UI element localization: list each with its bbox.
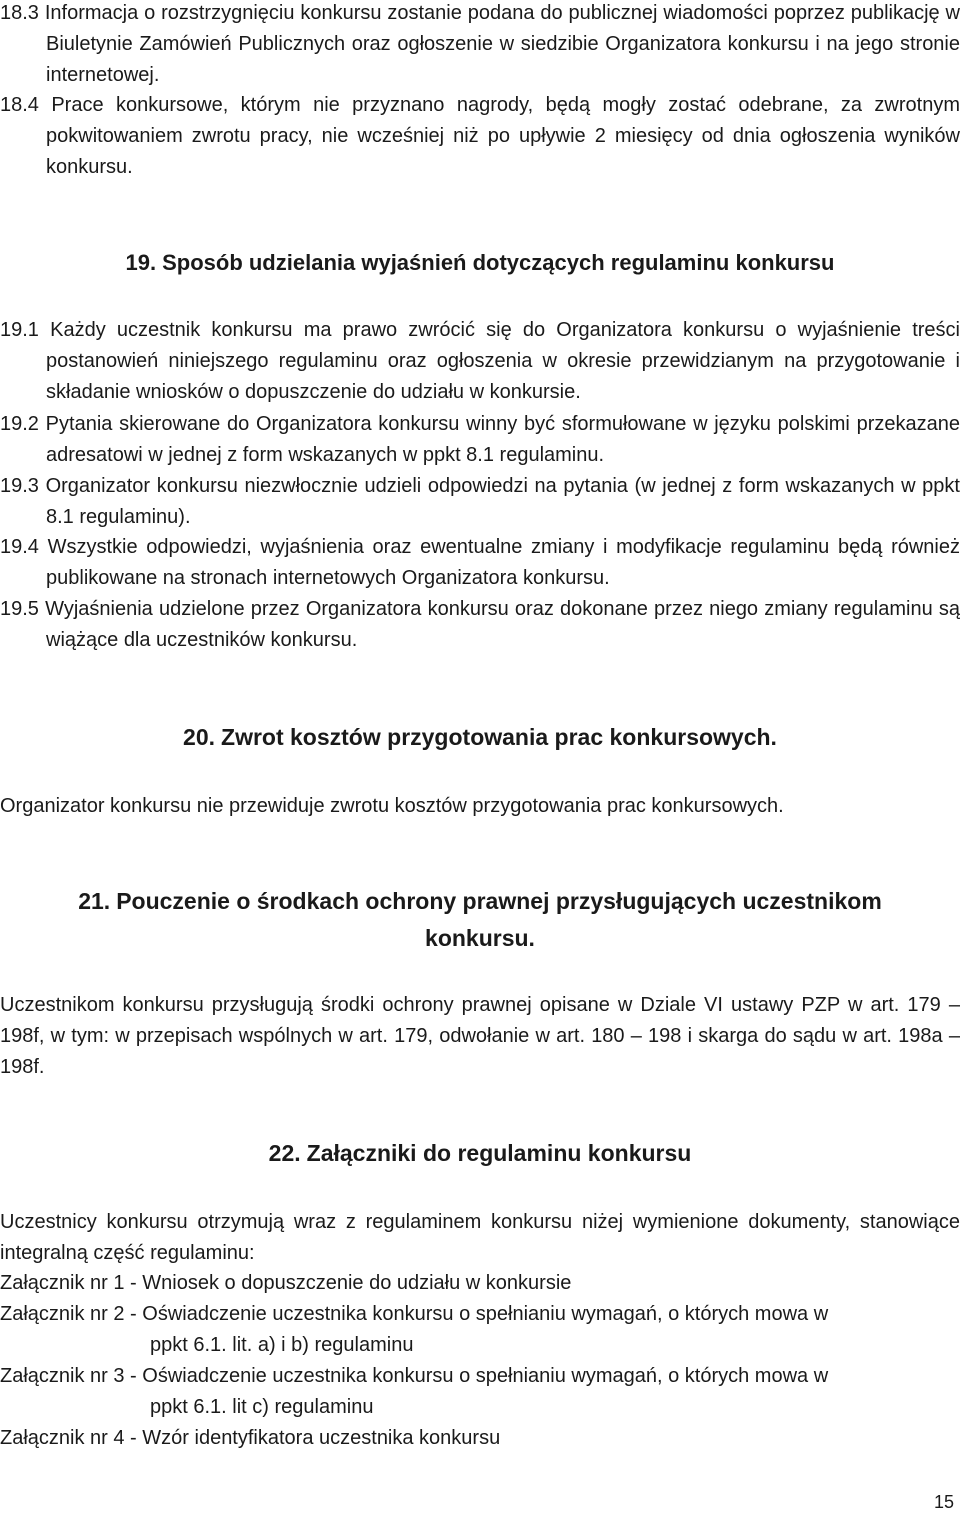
paragraph-19-1: [0, 315, 960, 408]
attachment-4: [0, 1423, 960, 1454]
paragraph-text: Organizator konkursu nie przewiduje zwrotu kosztów przygotowania prac konkursowych.: [0, 795, 784, 817]
attachment-text-continued: ppkt 6.1. lit c) regulaminu: [150, 1396, 374, 1418]
heading-line-1: [0, 883, 960, 920]
paragraph-number: 19.4: [0, 536, 39, 558]
paragraph-text: Uczestnikom konkursu przysługują środki ochrony prawnej opisane w Dziale VI ustawy PZP w art. 179 – 198f, w tym: w przepisach wspólnych w art. 179, odwołanie w art. 180 – 198 i skarga do sądu w art. 198a – 198f.: [0, 994, 960, 1078]
paragraph-number: 19.3: [0, 475, 39, 497]
attachment-3: [0, 1361, 960, 1423]
paragraph-text: Uczestnicy konkursu otrzymują wraz z regulaminem konkursu niżej wymienione dokumenty, stanowiące integralną część regulaminu:: [0, 1211, 960, 1264]
paragraph-19-4: [0, 532, 960, 594]
paragraph-18-3: [0, 0, 960, 91]
paragraph-text: Pytania skierowane do Organizatora konkursu winny być sformułowane w języku polskimi przekazane adresatowi w jednej z form wskazanych w ppkt 8.1 regulaminu.: [45, 413, 960, 466]
attachment-text: Oświadczenie uczestnika konkursu o spełnianiu wymagań, o których mowa w: [142, 1303, 829, 1325]
attachment-label: Załącznik nr 4 -: [0, 1427, 137, 1449]
paragraph-text: Informacja o rozstrzygnięciu konkursu zostanie podana do publicznej wiadomości poprzez publikację w Biuletynie Zamówień Publicznych oraz ogłoszenie w siedzibie Organizatora konkursu i na jego stronie internetowej.: [44, 2, 960, 86]
paragraph-22-intro: [0, 1207, 960, 1269]
paragraph-19-3: [0, 471, 960, 533]
attachment-label: Załącznik nr 2 -: [0, 1303, 137, 1325]
paragraph-text: Wszystkie odpowiedzi, wyjaśnienia oraz ewentualne zmiany i modyfikacje regulaminu będą również publikowane na stronach internetowych Organizatora konkursu.: [46, 536, 960, 589]
heading-text: Załączniki do regulaminu konkursu: [306, 1140, 692, 1166]
paragraph-text: Wyjaśnienia udzielone przez Organizatora konkursu oraz dokonane przez niego zmiany regulaminu są wiążące dla uczestników konkursu.: [45, 598, 960, 651]
paragraph-20: [0, 791, 960, 822]
heading-text: Pouczenie o środkach ochrony prawnej przysługujących uczestnikom: [116, 888, 882, 914]
attachment-label: Załącznik nr 1 -: [0, 1272, 137, 1294]
heading-number: 20.: [183, 724, 216, 750]
heading-number: 22.: [268, 1140, 301, 1166]
paragraph-18-4: [0, 90, 960, 183]
attachment-text-continued: ppkt 6.1. lit. a) i b) regulaminu: [150, 1334, 414, 1356]
attachment-1: [0, 1268, 960, 1299]
heading-text: Zwrot kosztów przygotowania prac konkursowych.: [221, 724, 777, 750]
attachment-text: Oświadczenie uczestnika konkursu o spełnianiu wymagań, o których mowa w: [142, 1365, 829, 1387]
paragraph-number: 19.5: [0, 598, 39, 620]
attachment-2: [0, 1299, 960, 1361]
paragraph-number: 18.3: [0, 2, 39, 24]
paragraph-19-5: [0, 594, 960, 656]
section-heading-22: [0, 1135, 960, 1172]
section-heading-20: [0, 719, 960, 756]
paragraph-number: 19.1: [0, 319, 39, 341]
paragraph-text: Organizator konkursu niezwłocznie udzieli odpowiedzi na pytania (w jednej z form wskazanych w ppkt 8.1 regulaminu).: [45, 475, 960, 528]
section-heading-19: [0, 244, 960, 281]
page-number: 15: [933, 1492, 954, 1512]
paragraph-text: Każdy uczestnik konkursu ma prawo zwrócić się do Organizatora konkursu o wyjaśnienie treści postanowień niniejszego regulaminu oraz ogłoszenia w okresie przewidzianym na przygotowanie i składanie wniosków o dopuszczenie do udziału w konkursie.: [46, 319, 960, 403]
heading-text: Sposób udzielania wyjaśnień dotyczących regulaminu konkursu: [162, 250, 835, 275]
heading-number: 21.: [78, 888, 111, 914]
paragraph-21: [0, 990, 960, 1083]
paragraph-19-2: [0, 409, 960, 471]
attachment-label: Załącznik nr 3 -: [0, 1365, 137, 1387]
section-heading-21: [0, 883, 960, 957]
attachment-text: Wniosek o dopuszczenie do udziału w konkursie: [142, 1272, 572, 1294]
paragraph-text: Prace konkursowe, którym nie przyznano nagrody, będą mogły zostać odebrane, za zwrotnym pokwitowaniem zwrotu pracy, nie wcześniej niż po upływie 2 miesięcy od dnia ogłoszenia wyników konkursu.: [46, 94, 960, 178]
paragraph-number: 18.4: [0, 94, 39, 116]
heading-number: 19.: [125, 250, 157, 275]
attachment-text: Wzór identyfikatora uczestnika konkursu: [142, 1427, 501, 1449]
heading-line-2: konkursu.: [425, 925, 535, 951]
paragraph-number: 19.2: [0, 413, 39, 435]
